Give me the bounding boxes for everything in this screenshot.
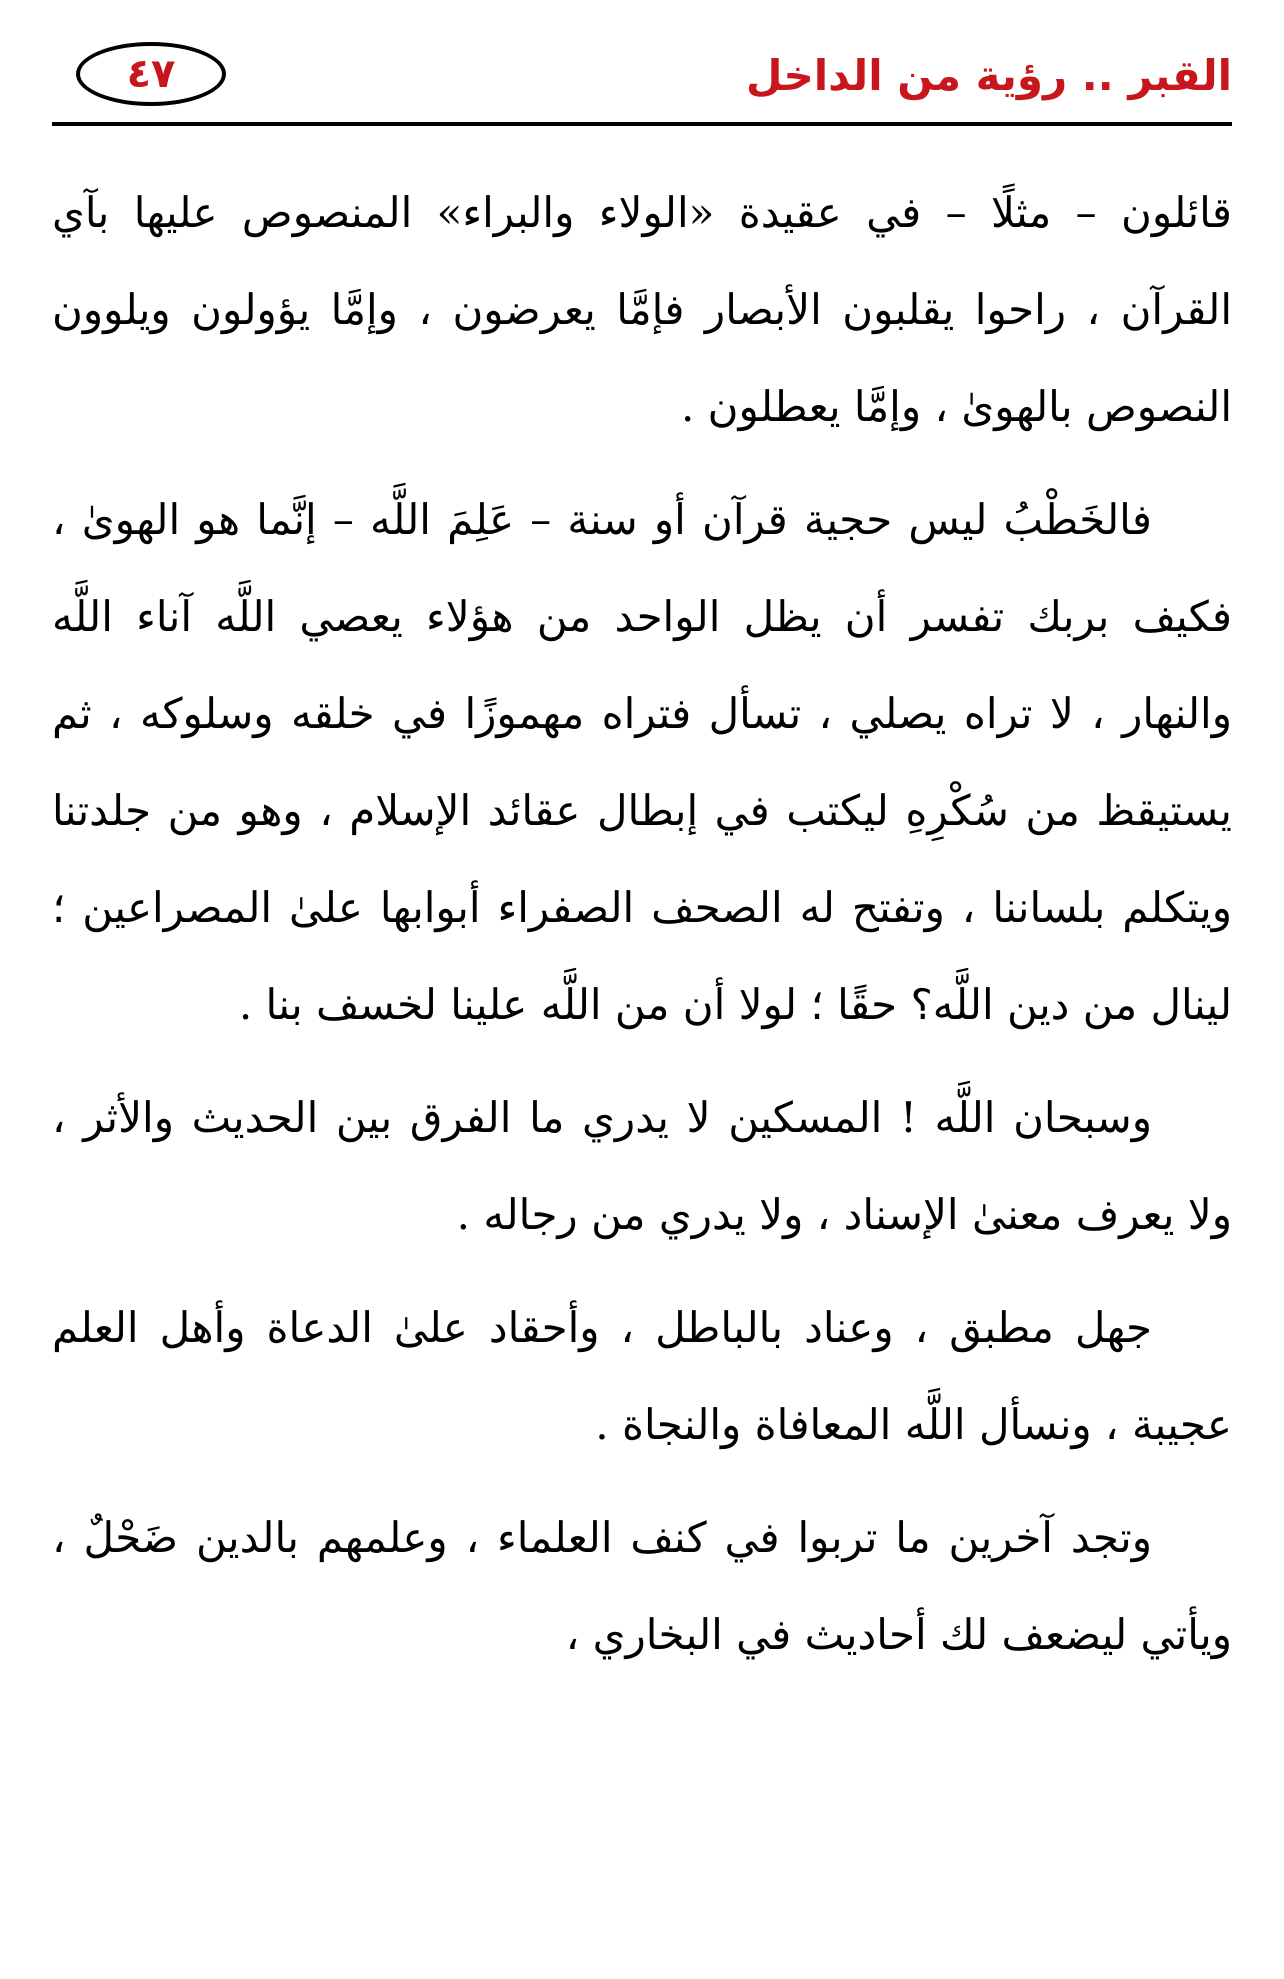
paragraph-4: جهل مطبق ، وعناد بالباطل ، وأحقاد علىٰ الدعاة وأهل العلم عجيبة ، ونسأل اللَّه المعافاة والنجاة . [52, 1303, 1232, 1449]
running-title: القبر .. رؤية من الداخل [746, 51, 1232, 100]
paragraph-5: وتجد آخرين ما تربوا في كنف العلماء ، وعلمهم بالدين ضَحْلٌ ، ويأتي ليضعف لك أحاديث في البخاري ، [52, 1513, 1232, 1659]
paragraph-2: فالخَطْبُ ليس حجية قرآن أو سنة – عَلِمَ اللَّه – إنَّما هو الهوىٰ ، فكيف بربك تفسر أن يظل الواحد من هؤلاء يعصي اللَّه آناء اللَّه والنهار ، لا تراه يصلي ، تسأل فتراه مهموزًا في خلقه وسلوكه ، ثم يستيقظ من سُكْرِهِ ليكتب في إبطال عقائد الإسلام ، وهو من جلدتنا ويتكلم بلساننا ، وتفتح له الصحف الصفراء أبوابها علىٰ المصراعين ؛ لينال من دين اللَّه؟ حقًا ؛ لولا أن من اللَّه علينا لخسف بنا . [52, 495, 1232, 1029]
paragraph-1: قائلون – مثلًا – في عقيدة «الولاء والبراء» المنصوص عليها بآي القرآن ، راحوا يقلبون الأبصار فإمَّا يعرضون ، وإمَّا يؤولون ويلوون النصوص بالهوىٰ ، وإمَّا يعطلون . [52, 188, 1232, 431]
page-number-badge: ٤٧ [76, 42, 226, 106]
page-header [52, 40, 1232, 124]
paragraph-3: وسبحان اللَّه ! المسكين لا يدري ما الفرق بين الحديث والأثر ، ولا يعرف معنىٰ الإسناد ، ولا يدري من رجاله . [52, 1093, 1232, 1239]
body-text [52, 164, 1232, 1699]
header-divider [52, 122, 1232, 126]
